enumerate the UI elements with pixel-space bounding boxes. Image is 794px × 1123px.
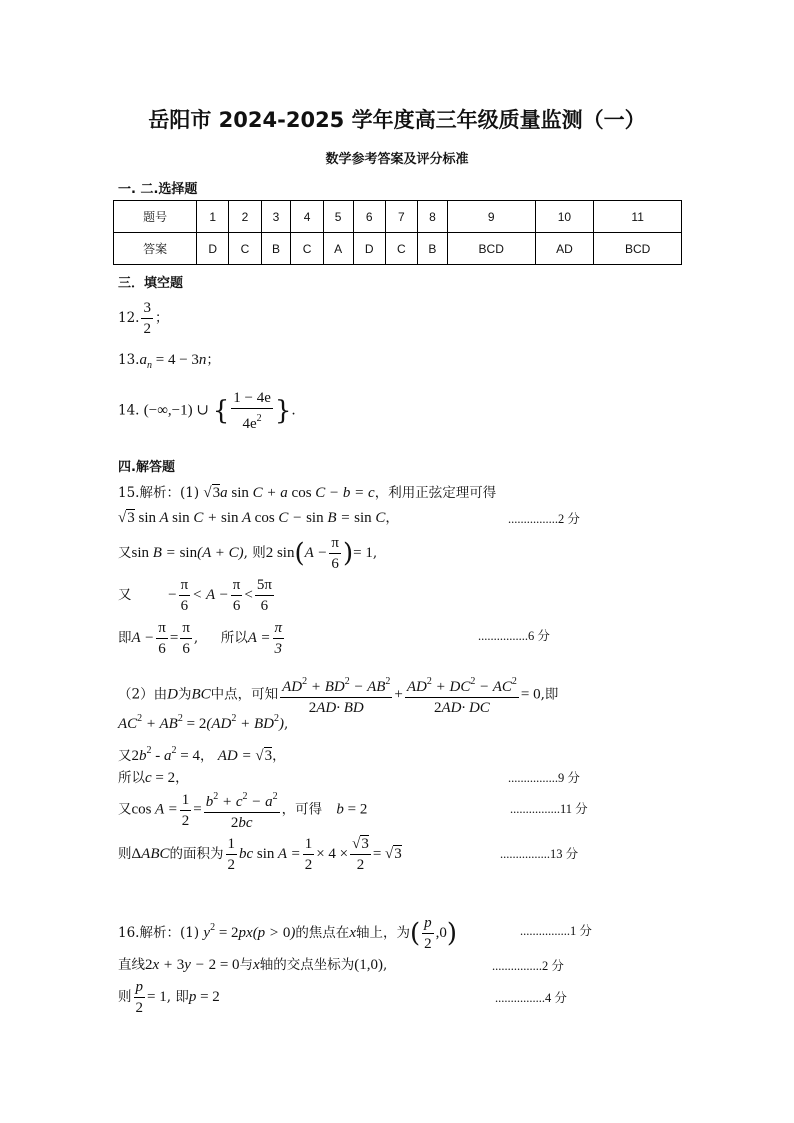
q15-score-2: ................2 分 [508,512,580,526]
table-cell: A [323,233,353,265]
table-cell: 7 [385,201,417,233]
table-cell: 9 [447,201,535,233]
table-row-numbers [114,201,682,233]
q15-so: 所以 [220,630,248,646]
q16-score-4: ................4 分 [495,991,567,1005]
table-cell: D [197,233,229,265]
q15-so2: 所以 [118,770,145,786]
q15-line-9: 所以c = 2， [118,770,189,786]
q16-score-1: ................1 分 [520,924,592,938]
table-cell: 8 [417,201,447,233]
answer-14: 14. (−∞,−1) ∪ { $\frac{1 - 4e}{4e^2}$ }. [118,390,296,432]
table-cell: 11 [594,201,682,233]
table-cell: B [261,233,291,265]
q16-line-pre: 直线 [118,957,145,973]
q16-score-2: ................2 分 [492,959,564,973]
q16-ie: 即 [175,989,189,1005]
q15-line-11: 则ΔABC的面积为 $\frac{1}{2}$ bc sin A = $\frac{1}{2}$ × 4 × $\frac{√3}{2}$ = √3 [118,836,402,873]
section-solve-heading: 四.解答题 [118,460,175,475]
table-cell: AD [535,233,594,265]
table-cell: 3 [261,201,291,233]
table-cell: 5 [323,201,353,233]
table-cell: BCD [594,233,682,265]
table-cell: 2 [229,201,261,233]
page-title: 岳阳市 2024-2025 学年度高三年级质量监测（一） [148,108,646,132]
table-cell: 4 [291,201,323,233]
q15-then: 则 [252,545,266,561]
section-fill-heading: 三．填空题 [118,276,184,291]
q13-label: 13. [118,352,140,368]
section-choice-heading: 一. 二.选择题 [118,182,198,197]
table-cell: B [417,233,447,265]
q15-also: 又 [118,545,132,561]
table-row-answers [114,233,682,265]
q16-label: 16.解析：(1) [118,925,200,941]
q15-line-6: （2）由D为BC中点，可知 $\frac{AD^2 + BD^2 - AB^2}{2AD\cdot BD}$ + $\frac{AD^2 + DC^2 - AC^2}{2AD\cdot DC}$ = 0,即 [118,672,558,718]
q15-line-1: 15.解析：(1) √3a sin C + a cos C − b = c，利用正弦定理可得 [118,485,497,501]
q15-score-13: ................13 分 [500,847,579,861]
q15-also3: 又 [118,748,132,764]
q15-score-9: ................9 分 [508,771,580,785]
q15-score-6: ................6 分 [478,629,550,643]
q15-p2-intro: （2）由 [118,686,168,703]
q16-axis-text: 轴上，为 [355,925,410,941]
q15-using-sine: ，利用正弦定理可得 [374,485,497,501]
table-cell: C [385,233,417,265]
q15-ie: 即 [118,630,132,646]
table-header-cell: 答案 [114,233,197,265]
q16-line-mid: 与 [239,957,254,973]
table-header-cell: 题号 [114,201,197,233]
q16-line-mid2: 轴的交点坐标为 [259,957,355,973]
q15-line-10: 又cos A = $\frac{1}{2}$ = $\frac{b^2 + c^2 - a^2}{2bc}$ ，可得 b = 2 [118,787,367,833]
q15-get: ，可得 [281,801,323,818]
q16-then: 则 [118,989,132,1005]
q15-p2-mid: 为 [177,686,192,703]
q15-p2-mid2: 中点，可知 [210,686,279,703]
answer-table [113,200,682,265]
q15-line-2: √3 sin A sin C + sin A cos C − sin B = sin C， [118,510,399,526]
table-cell: D [353,233,385,265]
q15-area-pre: 则 [118,846,132,862]
table-cell: C [229,233,261,265]
q14-label: 14. [118,402,140,419]
q16-line-2: 直线2x + 3y − 2 = 0与x轴的交点坐标为(1,0), [118,957,388,973]
q15-line-5: 即A − $\frac{\pi}{6}$ = $\frac{\pi}{6}$ , 所以A = $\frac{\pi}{3}$ [118,620,283,657]
q16-focus-text: 的焦点在 [295,925,350,941]
q15-line-4: 又 − $\frac{\pi}{6}$ < A − $\frac{\pi}{6}$ < $\frac{5\pi}{6}$ [118,577,272,614]
q16-line-1: 16.解析：(1) $y^2 = 2px(p > 0)$的焦点在x轴上，为( $\frac{p}{2}$ ,0) [118,915,458,952]
q15-line-3: 又sin B = sin(A + C), 则2 sin(A − $\frac{\pi}{6}$ )= 1, [118,535,378,572]
q16-line-3: 则 $\frac{p}{2}$ = 1, 即p = 2 [118,979,220,1016]
table-cell: 6 [353,201,385,233]
table-cell: C [291,233,323,265]
q15-label: 15.解析：(1) [118,485,200,501]
page-subtitle: 数学参考答案及评分标准 [325,152,469,167]
q15-line-7: $AC^2 + AB^2 = 2(AD^2 + BD^2)$, [118,713,289,732]
q15-area-mid: 的面积为 [169,846,224,862]
answer-12: 12. $\frac{3}{2}$ ； [118,300,169,337]
q15-p2-ie: 即 [544,686,559,703]
table-cell: 1 [197,201,229,233]
q15-also2: 又 [118,587,132,603]
q15-score-11: ................11 分 [510,802,588,816]
answer-13: $13.a_n = 4 - 3n$； [118,352,220,371]
q12-label: 12. [118,310,140,326]
table-cell: 10 [535,201,594,233]
q15-also4: 又 [118,801,132,818]
table-cell: BCD [447,233,535,265]
q15-line-8: 又$2b^2 - a^2 = 4$， AD = √3， [118,745,286,764]
